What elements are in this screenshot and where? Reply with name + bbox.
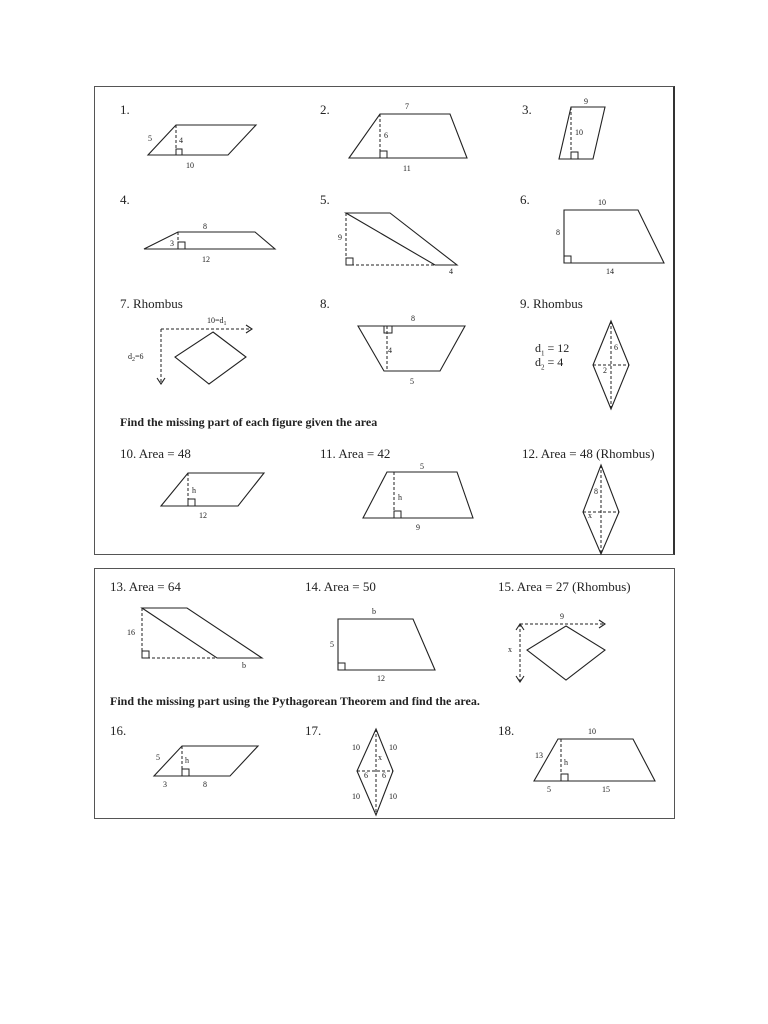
instruction-given-area: Find the missing part of each figure given the area bbox=[120, 415, 378, 429]
svg-text:x: x bbox=[378, 753, 382, 762]
problem-18-trapezoid bbox=[530, 725, 665, 800]
svg-text:5: 5 bbox=[148, 134, 152, 143]
problem-14-label: 14. Area = 50 bbox=[305, 579, 376, 594]
svg-text:5: 5 bbox=[547, 785, 551, 794]
svg-text:15: 15 bbox=[602, 785, 610, 794]
problem-15-label: 15. Area = 27 (Rhombus) bbox=[498, 579, 631, 594]
problem-17-rhombus bbox=[345, 725, 410, 820]
svg-text:14: 14 bbox=[606, 267, 614, 276]
problem-14-trapezoid bbox=[325, 605, 440, 685]
problem-1-parallelogram bbox=[140, 118, 265, 173]
svg-text:2: 2 bbox=[603, 366, 607, 375]
svg-text:d2=6: $d_2=6$ bbox=[128, 352, 144, 363]
problem-13-parallelogram bbox=[122, 598, 272, 673]
problem-10-parallelogram bbox=[150, 465, 280, 525]
svg-text:5: 5 bbox=[330, 640, 334, 649]
svg-text:10: 10 bbox=[389, 743, 397, 752]
problem-16-number: 16. bbox=[110, 723, 127, 738]
svg-text:9: 9 bbox=[416, 523, 420, 532]
svg-text:13: 13 bbox=[535, 751, 543, 760]
problem-5-parallelogram bbox=[335, 205, 470, 280]
svg-text:x: x bbox=[588, 511, 592, 520]
problem-6-number: 6. bbox=[520, 192, 530, 207]
problem-6-trapezoid bbox=[555, 195, 670, 280]
svg-text:10: 10 bbox=[598, 198, 606, 207]
problem-9-number: 9. Rhombus bbox=[520, 296, 583, 311]
svg-text:12: 12 bbox=[199, 511, 207, 520]
problem-12-rhombus bbox=[575, 462, 630, 557]
problem-10-label: 10. Area = 48 bbox=[120, 446, 191, 461]
svg-text:5: 5 bbox=[410, 377, 414, 386]
svg-text:7: 7 bbox=[405, 102, 409, 111]
problem-3-parallelogram bbox=[555, 95, 615, 165]
problem-4-trapezoid bbox=[140, 220, 285, 270]
problem-9-d1: $d_1 = 12$ bbox=[535, 341, 570, 358]
problem-2-number: 2. bbox=[320, 102, 330, 117]
problem-3-number: 3. bbox=[522, 102, 532, 117]
svg-text:h: h bbox=[185, 756, 189, 765]
svg-text:b: b bbox=[242, 661, 246, 670]
svg-text:3: 3 bbox=[170, 239, 174, 248]
svg-text:8: 8 bbox=[556, 228, 560, 237]
problem-7-number: 7. Rhombus bbox=[120, 296, 183, 311]
svg-text:5: 5 bbox=[420, 462, 424, 471]
problem-5-number: 5. bbox=[320, 192, 330, 207]
problem-11-label: 11. Area = 42 bbox=[320, 446, 391, 461]
problem-7-rhombus bbox=[125, 312, 265, 392]
svg-text:6: 6 bbox=[364, 771, 368, 780]
problem-8-trapezoid bbox=[350, 310, 475, 390]
problem-8-number: 8. bbox=[320, 296, 330, 311]
svg-text:h: h bbox=[192, 486, 196, 495]
svg-text:10: 10 bbox=[352, 743, 360, 752]
svg-text:h: h bbox=[398, 493, 402, 502]
problem-4-number: 4. bbox=[120, 192, 130, 207]
svg-text:3: 3 bbox=[163, 780, 167, 789]
svg-text:10: 10 bbox=[389, 792, 397, 801]
problem-18-number: 18. bbox=[498, 723, 515, 738]
svg-text:9: 9 bbox=[560, 612, 564, 621]
problem-12-label: 12. Area = 48 (Rhombus) bbox=[522, 446, 655, 461]
svg-text:12: 12 bbox=[377, 674, 385, 683]
svg-text:8: 8 bbox=[594, 487, 598, 496]
svg-text:10: 10 bbox=[352, 792, 360, 801]
svg-text:8: 8 bbox=[411, 314, 415, 323]
problem-1-number: 1. bbox=[120, 102, 130, 117]
svg-text:10: 10 bbox=[588, 727, 596, 736]
problem-13-label: 13. Area = 64 bbox=[110, 579, 181, 594]
svg-text:4: 4 bbox=[388, 346, 392, 355]
svg-text:12: 12 bbox=[202, 255, 210, 264]
svg-text:6: 6 bbox=[382, 771, 386, 780]
svg-text:8: 8 bbox=[203, 780, 207, 789]
svg-text:4: 4 bbox=[179, 136, 183, 145]
svg-text:8: 8 bbox=[203, 222, 207, 231]
svg-text:6: 6 bbox=[614, 343, 618, 352]
svg-text:16: 16 bbox=[127, 628, 135, 637]
svg-text:11: 11 bbox=[403, 164, 411, 173]
svg-text:10: 10 bbox=[575, 128, 583, 137]
svg-text:h: h bbox=[564, 758, 568, 767]
problem-11-trapezoid bbox=[355, 460, 480, 535]
svg-text:10: 10 bbox=[186, 161, 194, 170]
svg-text:4: 4 bbox=[449, 267, 453, 276]
problem-9-d2: $d_2 = 4$ bbox=[535, 355, 564, 372]
svg-text:9: 9 bbox=[584, 97, 588, 106]
problem-2-trapezoid bbox=[345, 100, 475, 178]
problem-9-rhombus bbox=[585, 318, 640, 413]
svg-text:b: b bbox=[372, 607, 376, 616]
svg-text:9: 9 bbox=[338, 233, 342, 242]
instruction-pythagorean: Find the missing part using the Pythagorean Theorem and find the area. bbox=[110, 694, 480, 708]
svg-text:5: 5 bbox=[156, 753, 160, 762]
svg-text:10=d1: $10=d_1$ bbox=[207, 316, 227, 327]
problem-15-rhombus bbox=[505, 608, 615, 688]
problem-16-parallelogram bbox=[148, 738, 273, 798]
svg-text:x: x bbox=[508, 645, 512, 654]
svg-text:6: 6 bbox=[384, 131, 388, 140]
problem-17-number: 17. bbox=[305, 723, 322, 738]
